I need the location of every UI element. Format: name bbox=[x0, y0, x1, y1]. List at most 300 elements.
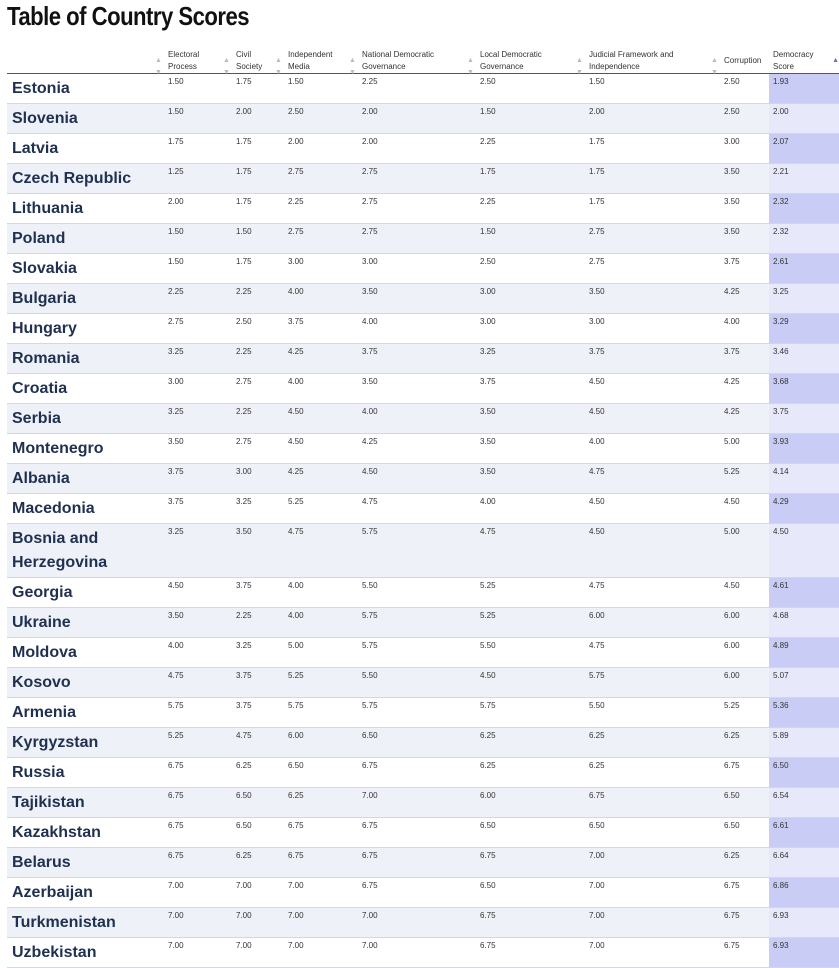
score-cell: 2.00 bbox=[223, 104, 275, 134]
score-cell: 3.25 bbox=[223, 638, 275, 668]
democracy-score-cell: 4.61 bbox=[769, 578, 839, 608]
score-cell: 2.75 bbox=[275, 224, 349, 254]
score-cell: 2.00 bbox=[275, 134, 349, 164]
score-cell: 2.25 bbox=[467, 134, 576, 164]
democracy-score-cell: 2.00 bbox=[769, 104, 839, 134]
score-cell: 3.75 bbox=[223, 668, 275, 698]
score-cell: 6.50 bbox=[711, 818, 769, 848]
score-cell: 4.00 bbox=[155, 638, 223, 668]
score-cell: 4.00 bbox=[275, 284, 349, 314]
score-cell: 6.25 bbox=[711, 728, 769, 758]
democracy-score-cell: 6.93 bbox=[769, 908, 839, 938]
score-cell: 4.25 bbox=[275, 344, 349, 374]
score-cell: 1.75 bbox=[576, 134, 711, 164]
score-cell: 4.50 bbox=[576, 404, 711, 434]
score-cell: 1.75 bbox=[155, 134, 223, 164]
score-cell: 6.25 bbox=[711, 848, 769, 878]
score-cell: 2.75 bbox=[223, 434, 275, 464]
score-cell: 3.00 bbox=[711, 134, 769, 164]
table-row bbox=[7, 344, 839, 374]
democracy-score-cell: 2.21 bbox=[769, 164, 839, 194]
score-cell: 3.50 bbox=[467, 404, 576, 434]
score-cell: 3.00 bbox=[275, 254, 349, 284]
score-cell: 5.25 bbox=[467, 578, 576, 608]
score-cell: 1.50 bbox=[467, 224, 576, 254]
score-cell: 1.50 bbox=[576, 74, 711, 104]
score-cell: 2.50 bbox=[275, 104, 349, 134]
table-row bbox=[7, 668, 839, 698]
country-name: Slovakia bbox=[7, 254, 155, 284]
score-cell: 2.00 bbox=[349, 134, 467, 164]
democracy-score-cell: 5.36 bbox=[769, 698, 839, 728]
country-name: Estonia bbox=[7, 74, 155, 104]
score-cell: 4.00 bbox=[349, 314, 467, 344]
score-cell: 2.75 bbox=[349, 224, 467, 254]
country-name: Albania bbox=[7, 464, 155, 494]
score-cell: 3.75 bbox=[275, 314, 349, 344]
score-cell: 3.50 bbox=[223, 524, 275, 578]
score-cell: 1.75 bbox=[223, 254, 275, 284]
table-row bbox=[7, 818, 839, 848]
score-cell: 7.00 bbox=[275, 908, 349, 938]
column-header-corruption[interactable]: ▲ ▼ Corruption bbox=[711, 45, 769, 74]
score-cell: 5.00 bbox=[275, 638, 349, 668]
score-cell: 4.50 bbox=[576, 374, 711, 404]
democracy-score-cell: 2.32 bbox=[769, 224, 839, 254]
score-cell: 2.00 bbox=[576, 104, 711, 134]
country-name: Lithuania bbox=[7, 194, 155, 224]
column-header-electoral-process[interactable]: ▲ ▼ Electoral Process bbox=[155, 45, 223, 74]
score-cell: 5.75 bbox=[349, 638, 467, 668]
sort-arrows-icon: ▲ ▼ bbox=[467, 57, 474, 76]
score-cell: 6.50 bbox=[349, 728, 467, 758]
column-header-civil-society[interactable]: ▲ ▼ Civil Society bbox=[223, 45, 275, 74]
score-cell: 5.75 bbox=[576, 668, 711, 698]
score-cell: 7.00 bbox=[576, 848, 711, 878]
democracy-score-cell: 5.89 bbox=[769, 728, 839, 758]
score-cell: 4.75 bbox=[576, 638, 711, 668]
score-cell: 2.25 bbox=[223, 344, 275, 374]
score-cell: 1.75 bbox=[576, 194, 711, 224]
score-cell: 6.75 bbox=[349, 878, 467, 908]
page-title: Table of Country Scores bbox=[7, 1, 250, 31]
score-cell: 6.50 bbox=[467, 878, 576, 908]
score-cell: 4.75 bbox=[576, 578, 711, 608]
score-cell: 6.75 bbox=[711, 758, 769, 788]
sort-arrows-icon: ▲ ▼ bbox=[576, 57, 583, 76]
score-cell: 6.25 bbox=[223, 848, 275, 878]
democracy-score-cell: 2.07 bbox=[769, 134, 839, 164]
score-cell: 3.25 bbox=[155, 344, 223, 374]
score-cell: 5.75 bbox=[467, 698, 576, 728]
table-row bbox=[7, 788, 839, 818]
score-cell: 6.75 bbox=[155, 818, 223, 848]
score-cell: 5.00 bbox=[711, 434, 769, 464]
score-cell: 1.75 bbox=[223, 194, 275, 224]
score-cell: 1.50 bbox=[155, 104, 223, 134]
table-row bbox=[7, 194, 839, 224]
score-cell: 6.75 bbox=[155, 758, 223, 788]
score-cell: 3.50 bbox=[155, 434, 223, 464]
score-cell: 2.25 bbox=[349, 74, 467, 104]
score-cell: 1.50 bbox=[223, 224, 275, 254]
score-cell: 3.00 bbox=[576, 314, 711, 344]
score-cell: 3.00 bbox=[349, 254, 467, 284]
score-cell: 7.00 bbox=[275, 938, 349, 968]
country-name: Kosovo bbox=[7, 668, 155, 698]
score-cell: 7.00 bbox=[576, 878, 711, 908]
score-cell: 4.00 bbox=[467, 494, 576, 524]
score-cell: 5.50 bbox=[576, 698, 711, 728]
democracy-score-cell: 6.64 bbox=[769, 848, 839, 878]
score-cell: 2.75 bbox=[576, 224, 711, 254]
score-cell: 3.00 bbox=[155, 374, 223, 404]
score-cell: 6.75 bbox=[275, 818, 349, 848]
country-scores-table bbox=[7, 45, 839, 968]
score-cell: 6.25 bbox=[467, 728, 576, 758]
sort-ascending-icon: ▲ bbox=[832, 57, 839, 64]
table-header-row bbox=[7, 45, 839, 74]
score-cell: 6.50 bbox=[467, 818, 576, 848]
score-cell: 3.00 bbox=[467, 314, 576, 344]
table-row bbox=[7, 848, 839, 878]
table-row bbox=[7, 728, 839, 758]
country-name: Czech Republic bbox=[7, 164, 155, 194]
score-cell: 1.50 bbox=[467, 104, 576, 134]
country-name: Bosnia and Herzegovina bbox=[7, 524, 155, 578]
democracy-score-cell: 2.61 bbox=[769, 254, 839, 284]
score-cell: 4.50 bbox=[275, 434, 349, 464]
country-name: Belarus bbox=[7, 848, 155, 878]
table-row bbox=[7, 578, 839, 608]
score-cell: 6.50 bbox=[711, 788, 769, 818]
score-cell: 3.75 bbox=[223, 698, 275, 728]
country-name: Latvia bbox=[7, 134, 155, 164]
score-cell: 2.25 bbox=[467, 194, 576, 224]
table-row bbox=[7, 638, 839, 668]
score-cell: 1.75 bbox=[223, 74, 275, 104]
score-cell: 6.50 bbox=[223, 818, 275, 848]
score-cell: 6.25 bbox=[576, 728, 711, 758]
table-row bbox=[7, 524, 839, 578]
score-cell: 6.00 bbox=[711, 638, 769, 668]
score-cell: 6.00 bbox=[275, 728, 349, 758]
score-cell: 1.75 bbox=[467, 164, 576, 194]
score-cell: 6.00 bbox=[576, 608, 711, 638]
score-cell: 4.50 bbox=[349, 464, 467, 494]
score-cell: 4.00 bbox=[711, 314, 769, 344]
democracy-score-cell: 4.68 bbox=[769, 608, 839, 638]
score-cell: 2.25 bbox=[223, 404, 275, 434]
score-cell: 6.00 bbox=[711, 608, 769, 638]
score-cell: 3.75 bbox=[711, 254, 769, 284]
democracy-score-cell: 4.89 bbox=[769, 638, 839, 668]
score-cell: 2.50 bbox=[467, 74, 576, 104]
sort-arrows-icon: ▲ ▼ bbox=[275, 57, 282, 76]
score-cell: 6.75 bbox=[155, 848, 223, 878]
score-cell: 5.75 bbox=[349, 524, 467, 578]
country-name: Macedonia bbox=[7, 494, 155, 524]
score-cell: 3.50 bbox=[467, 434, 576, 464]
score-cell: 5.25 bbox=[711, 464, 769, 494]
sort-arrows-icon: ▲ ▼ bbox=[155, 57, 162, 76]
score-cell: 6.00 bbox=[711, 668, 769, 698]
country-name: Montenegro bbox=[7, 434, 155, 464]
score-cell: 5.25 bbox=[155, 728, 223, 758]
score-cell: 1.50 bbox=[155, 74, 223, 104]
score-cell: 4.75 bbox=[349, 494, 467, 524]
table-row bbox=[7, 464, 839, 494]
table-row bbox=[7, 374, 839, 404]
score-cell: 5.25 bbox=[467, 608, 576, 638]
score-cell: 2.75 bbox=[349, 194, 467, 224]
score-cell: 2.25 bbox=[223, 608, 275, 638]
score-cell: 7.00 bbox=[223, 878, 275, 908]
sort-arrows-icon: ▲ ▼ bbox=[711, 57, 718, 76]
score-cell: 5.25 bbox=[275, 494, 349, 524]
score-cell: 6.25 bbox=[576, 758, 711, 788]
score-cell: 2.50 bbox=[711, 104, 769, 134]
score-cell: 7.00 bbox=[223, 938, 275, 968]
democracy-score-cell: 1.93 bbox=[769, 74, 839, 104]
score-cell: 4.50 bbox=[467, 668, 576, 698]
score-cell: 4.00 bbox=[349, 404, 467, 434]
table-row bbox=[7, 254, 839, 284]
score-cell: 7.00 bbox=[223, 908, 275, 938]
score-cell: 7.00 bbox=[275, 878, 349, 908]
score-cell: 1.25 bbox=[155, 164, 223, 194]
score-cell: 4.75 bbox=[467, 524, 576, 578]
score-cell: 4.75 bbox=[576, 464, 711, 494]
score-cell: 1.50 bbox=[275, 74, 349, 104]
score-cell: 3.75 bbox=[349, 344, 467, 374]
country-name: Russia bbox=[7, 758, 155, 788]
country-column-header bbox=[7, 45, 155, 74]
score-cell: 3.75 bbox=[711, 344, 769, 374]
country-name: Azerbaijan bbox=[7, 878, 155, 908]
score-cell: 6.25 bbox=[223, 758, 275, 788]
table-row bbox=[7, 314, 839, 344]
score-cell: 1.50 bbox=[155, 224, 223, 254]
country-name: Armenia bbox=[7, 698, 155, 728]
democracy-score-cell: 2.32 bbox=[769, 194, 839, 224]
score-cell: 7.00 bbox=[155, 878, 223, 908]
score-cell: 3.50 bbox=[711, 224, 769, 254]
democracy-score-cell: 3.68 bbox=[769, 374, 839, 404]
score-cell: 5.00 bbox=[711, 524, 769, 578]
score-cell: 4.50 bbox=[576, 494, 711, 524]
table-row bbox=[7, 404, 839, 434]
score-cell: 7.00 bbox=[349, 788, 467, 818]
score-cell: 6.75 bbox=[467, 848, 576, 878]
country-name: Hungary bbox=[7, 314, 155, 344]
score-cell: 2.50 bbox=[711, 74, 769, 104]
score-cell: 3.00 bbox=[223, 464, 275, 494]
table-row bbox=[7, 284, 839, 314]
score-cell: 4.50 bbox=[711, 578, 769, 608]
score-cell: 6.50 bbox=[223, 788, 275, 818]
democracy-score-cell: 3.93 bbox=[769, 434, 839, 464]
country-name: Moldova bbox=[7, 638, 155, 668]
score-cell: 3.75 bbox=[155, 464, 223, 494]
table-row bbox=[7, 878, 839, 908]
score-cell: 3.50 bbox=[155, 608, 223, 638]
score-cell: 2.25 bbox=[275, 194, 349, 224]
democracy-score-cell: 5.07 bbox=[769, 668, 839, 698]
democracy-score-cell: 3.75 bbox=[769, 404, 839, 434]
country-name: Turkmenistan bbox=[7, 908, 155, 938]
score-cell: 6.75 bbox=[467, 938, 576, 968]
country-name: Croatia bbox=[7, 374, 155, 404]
score-cell: 2.75 bbox=[223, 374, 275, 404]
score-cell: 5.75 bbox=[275, 698, 349, 728]
score-cell: 6.75 bbox=[467, 908, 576, 938]
score-cell: 1.75 bbox=[223, 164, 275, 194]
score-cell: 3.50 bbox=[349, 374, 467, 404]
score-cell: 4.25 bbox=[275, 464, 349, 494]
score-cell: 5.75 bbox=[349, 608, 467, 638]
score-cell: 5.25 bbox=[711, 698, 769, 728]
score-cell: 7.00 bbox=[155, 908, 223, 938]
score-cell: 5.50 bbox=[349, 668, 467, 698]
score-cell: 4.00 bbox=[576, 434, 711, 464]
score-cell: 3.25 bbox=[155, 524, 223, 578]
score-cell: 3.25 bbox=[155, 404, 223, 434]
score-cell: 6.75 bbox=[349, 818, 467, 848]
table-row bbox=[7, 434, 839, 464]
table-row bbox=[7, 938, 839, 968]
score-cell: 7.00 bbox=[155, 938, 223, 968]
country-name: Ukraine bbox=[7, 608, 155, 638]
score-cell: 6.25 bbox=[467, 758, 576, 788]
score-cell: 2.25 bbox=[223, 284, 275, 314]
score-cell: 7.00 bbox=[576, 908, 711, 938]
score-cell: 4.25 bbox=[711, 404, 769, 434]
democracy-score-cell: 4.50 bbox=[769, 524, 839, 578]
score-cell: 6.75 bbox=[349, 848, 467, 878]
score-cell: 4.50 bbox=[711, 494, 769, 524]
score-cell: 6.75 bbox=[711, 938, 769, 968]
score-cell: 3.75 bbox=[576, 344, 711, 374]
score-cell: 2.75 bbox=[275, 164, 349, 194]
score-cell: 3.75 bbox=[467, 374, 576, 404]
score-cell: 1.50 bbox=[155, 254, 223, 284]
country-name: Romania bbox=[7, 344, 155, 374]
country-name: Bulgaria bbox=[7, 284, 155, 314]
score-cell: 6.75 bbox=[711, 908, 769, 938]
country-name: Kazakhstan bbox=[7, 818, 155, 848]
country-name: Poland bbox=[7, 224, 155, 254]
score-cell: 6.00 bbox=[467, 788, 576, 818]
score-cell: 2.50 bbox=[223, 314, 275, 344]
score-cell: 2.75 bbox=[155, 314, 223, 344]
score-cell: 6.75 bbox=[711, 878, 769, 908]
score-cell: 4.75 bbox=[155, 668, 223, 698]
table-row bbox=[7, 908, 839, 938]
score-cell: 7.00 bbox=[349, 908, 467, 938]
score-cell: 3.75 bbox=[155, 494, 223, 524]
score-cell: 2.75 bbox=[349, 164, 467, 194]
score-cell: 4.00 bbox=[275, 608, 349, 638]
score-cell: 3.25 bbox=[223, 494, 275, 524]
sort-arrows-icon: ▲ ▼ bbox=[223, 57, 230, 76]
score-cell: 1.75 bbox=[223, 134, 275, 164]
democracy-score-cell: 4.14 bbox=[769, 464, 839, 494]
score-cell: 3.50 bbox=[711, 194, 769, 224]
score-cell: 3.50 bbox=[349, 284, 467, 314]
democracy-score-cell: 3.29 bbox=[769, 314, 839, 344]
democracy-score-cell: 6.61 bbox=[769, 818, 839, 848]
table-row bbox=[7, 758, 839, 788]
table-row bbox=[7, 104, 839, 134]
country-name: Kyrgyzstan bbox=[7, 728, 155, 758]
score-cell: 5.25 bbox=[275, 668, 349, 698]
democracy-score-cell: 6.86 bbox=[769, 878, 839, 908]
score-cell: 6.75 bbox=[576, 788, 711, 818]
score-cell: 3.50 bbox=[576, 284, 711, 314]
country-name: Serbia bbox=[7, 404, 155, 434]
score-cell: 2.00 bbox=[155, 194, 223, 224]
country-name: Tajikistan bbox=[7, 788, 155, 818]
score-cell: 6.75 bbox=[155, 788, 223, 818]
column-header-local-democratic-governance[interactable]: ▲ ▼ Local Democratic Governance bbox=[467, 45, 576, 74]
score-cell: 3.50 bbox=[711, 164, 769, 194]
table-row bbox=[7, 164, 839, 194]
score-cell: 4.50 bbox=[155, 578, 223, 608]
score-cell: 4.25 bbox=[349, 434, 467, 464]
score-cell: 2.50 bbox=[467, 254, 576, 284]
table-row bbox=[7, 224, 839, 254]
score-cell: 5.50 bbox=[467, 638, 576, 668]
score-cell: 4.00 bbox=[275, 578, 349, 608]
sort-arrows-icon: ▲ ▼ bbox=[349, 57, 356, 76]
column-header-independent-media[interactable]: ▲ ▼ Independent Media bbox=[275, 45, 349, 74]
democracy-score-cell: 6.54 bbox=[769, 788, 839, 818]
column-header-democracy-score[interactable]: ▲ Democracy Score bbox=[769, 45, 839, 74]
score-cell: 7.00 bbox=[349, 938, 467, 968]
score-cell: 3.50 bbox=[467, 464, 576, 494]
score-cell: 4.75 bbox=[223, 728, 275, 758]
score-cell: 4.75 bbox=[275, 524, 349, 578]
country-name: Slovenia bbox=[7, 104, 155, 134]
score-cell: 7.00 bbox=[576, 938, 711, 968]
score-cell: 3.00 bbox=[467, 284, 576, 314]
score-cell: 3.25 bbox=[467, 344, 576, 374]
score-cell: 2.75 bbox=[576, 254, 711, 284]
score-cell: 4.00 bbox=[275, 374, 349, 404]
column-header-national-democratic-governance[interactable]: ▲ ▼ National Democratic Governance bbox=[349, 45, 467, 74]
democracy-score-cell: 3.25 bbox=[769, 284, 839, 314]
score-cell: 6.50 bbox=[275, 758, 349, 788]
score-cell: 6.25 bbox=[275, 788, 349, 818]
score-cell: 4.25 bbox=[711, 374, 769, 404]
score-cell: 3.75 bbox=[223, 578, 275, 608]
column-header-judicial-framework[interactable]: ▲ ▼ Judicial Framework and Independence bbox=[576, 45, 711, 74]
democracy-score-cell: 3.46 bbox=[769, 344, 839, 374]
table-row bbox=[7, 494, 839, 524]
table-row bbox=[7, 698, 839, 728]
country-name: Georgia bbox=[7, 578, 155, 608]
score-cell: 2.00 bbox=[349, 104, 467, 134]
score-cell: 4.50 bbox=[576, 524, 711, 578]
table-row bbox=[7, 608, 839, 638]
democracy-score-cell: 6.50 bbox=[769, 758, 839, 788]
score-cell: 5.75 bbox=[155, 698, 223, 728]
score-cell: 6.75 bbox=[349, 758, 467, 788]
democracy-score-cell: 6.93 bbox=[769, 938, 839, 968]
democracy-score-cell: 4.29 bbox=[769, 494, 839, 524]
score-cell: 5.50 bbox=[349, 578, 467, 608]
